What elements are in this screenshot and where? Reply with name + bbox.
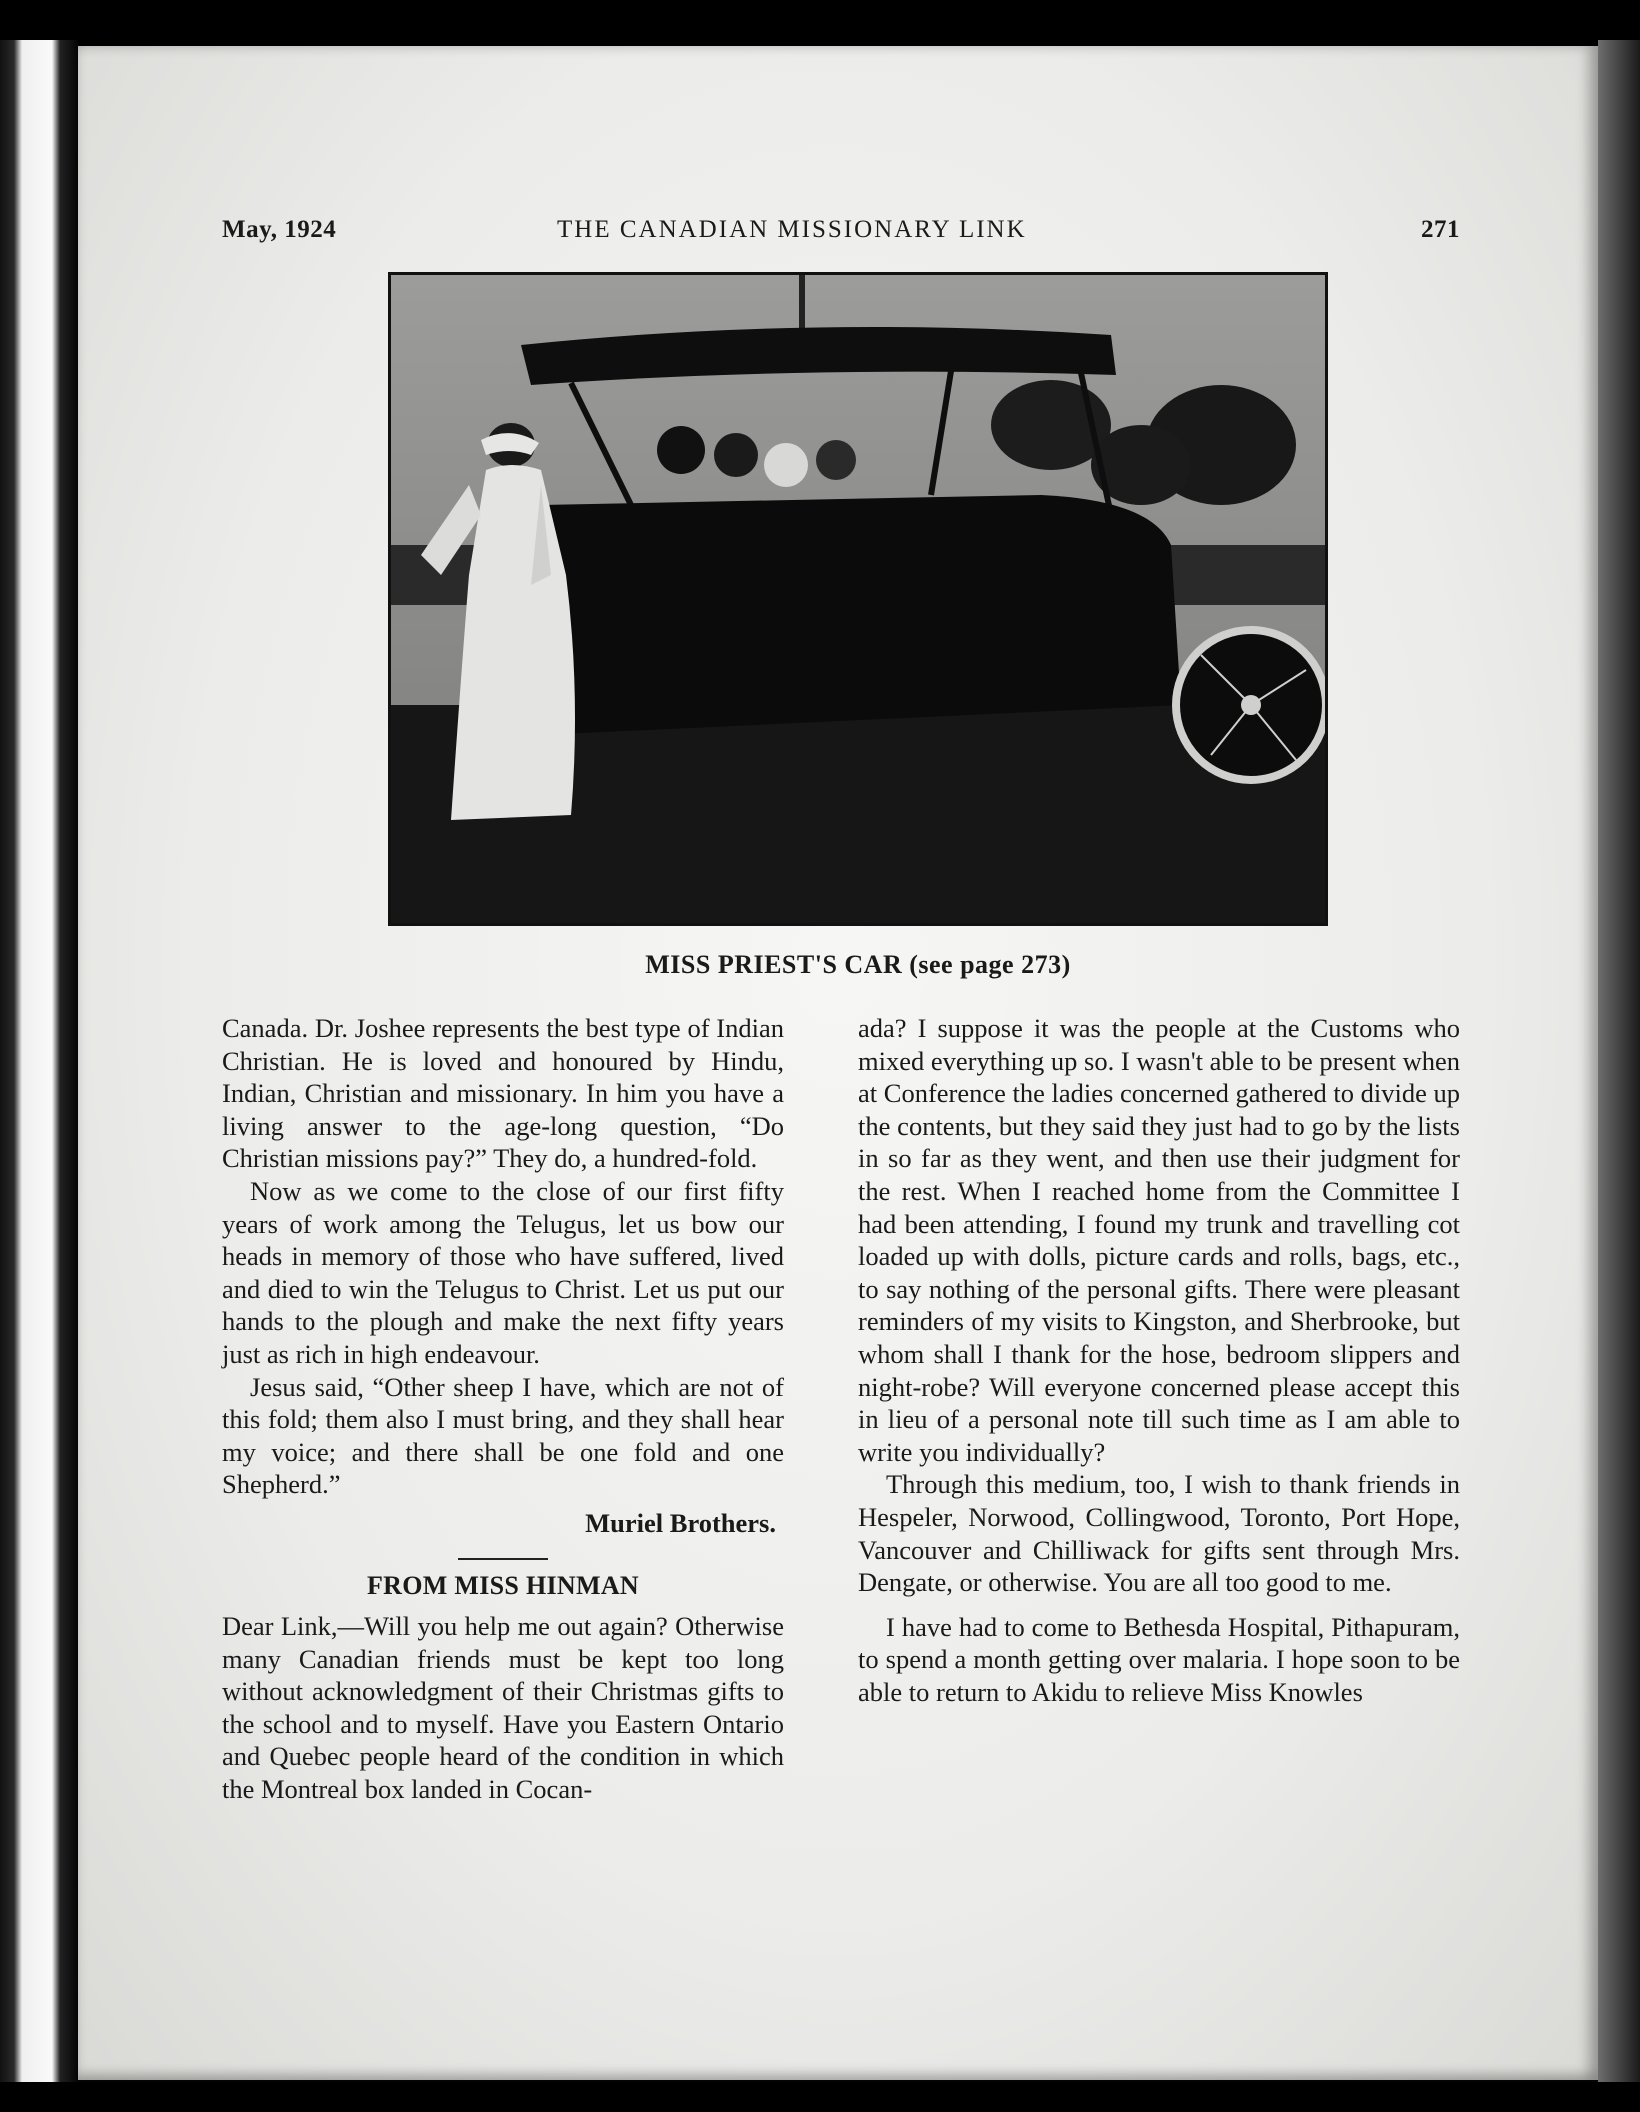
- section-heading: FROM MISS HINMAN: [366, 1570, 639, 1600]
- right-column: [858, 1012, 1460, 1708]
- issue-date: May, 1924: [222, 216, 337, 243]
- book-spine: [0, 40, 78, 2100]
- paragraph: Canada. Dr. Joshee represents the best type of Indian Christian. He is loved and honoured by Hindu, Indian, Christian and missionary. In him you have a living answer to the age-long question, “Do Christian missions pay?” They do, a hundred-fold.: [222, 1013, 784, 1174]
- scan-border-bottom: [0, 2082, 1640, 2112]
- paragraph: Dear Link,—Will you help me out again? Otherwise many Canadian friends must be kept too long without acknowledgment of their Christmas gifts to the school and to myself. Have you Eastern Ontario and Quebec people heard of the condition in which the Montreal box landed in Cocan-: [222, 1611, 784, 1805]
- paragraph: I have had to come to Bethesda Hospital, Pithapuram, to spend a month getting over malaria. I hope soon to be able to return to Akidu to relieve Miss Knowles: [858, 1611, 1460, 1707]
- page-edge-shadow: [1598, 40, 1640, 2100]
- section-divider: [458, 1558, 548, 1560]
- paragraph: ada? I suppose it was the people at the Customs who mixed everything up so. I wasn't able to be present when at Conference the ladies concerned gathered to divide up the contents, but they said they just had to go by the lists in so far as they went, and then use their judgment for the rest. When I reached home from the Committee I had been attending, I found my trunk and travelling cot loaded up with dolls, picture cards and rolls, bags, etc., to say nothing of the personal gifts. There were pleasant reminders of my visits to Kingston, and Sherbrooke, but whom shall I thank for the hose, bedroom slippers and night-robe? Will everyone concerned please accept this in lieu of a personal note till such time as I am able to write you individually?: [858, 1013, 1460, 1467]
- publication-title: THE CANADIAN MISSIONARY LINK: [557, 216, 1027, 243]
- page-number: 271: [1421, 216, 1460, 243]
- left-column: [222, 1012, 784, 1806]
- paragraph: Now as we come to the close of our first fifty years of work among the Telugus, let us bow our heads in memory of those who have suffered, lived and died to win the Telugus to Christ. Let us put our hands to the plough and make the next fifty years just as rich in high endeavour.: [222, 1175, 784, 1369]
- running-head: [222, 212, 1460, 252]
- car-photo-illustration: [391, 275, 1325, 923]
- paragraph: Jesus said, “Other sheep I have, which are not of this fold; them also I must bring, and they shall hear my voice; and there shall be one fold and one Shepherd.”: [222, 1371, 784, 1500]
- author-signature: Muriel Brothers.: [585, 1507, 776, 1538]
- scan-border-top: [0, 0, 1640, 48]
- paragraph: Through this medium, too, I wish to thank friends in Hespeler, Norwood, Collingwood, Toronto, Port Hope, Vancouver and Chilliwack for gifts sent through Mrs. Dengate, or otherwise. You are all too good to me.: [858, 1469, 1460, 1598]
- car-photograph: [388, 272, 1328, 926]
- photo-caption: MISS PRIEST'S CAR (see page 273): [645, 950, 1071, 979]
